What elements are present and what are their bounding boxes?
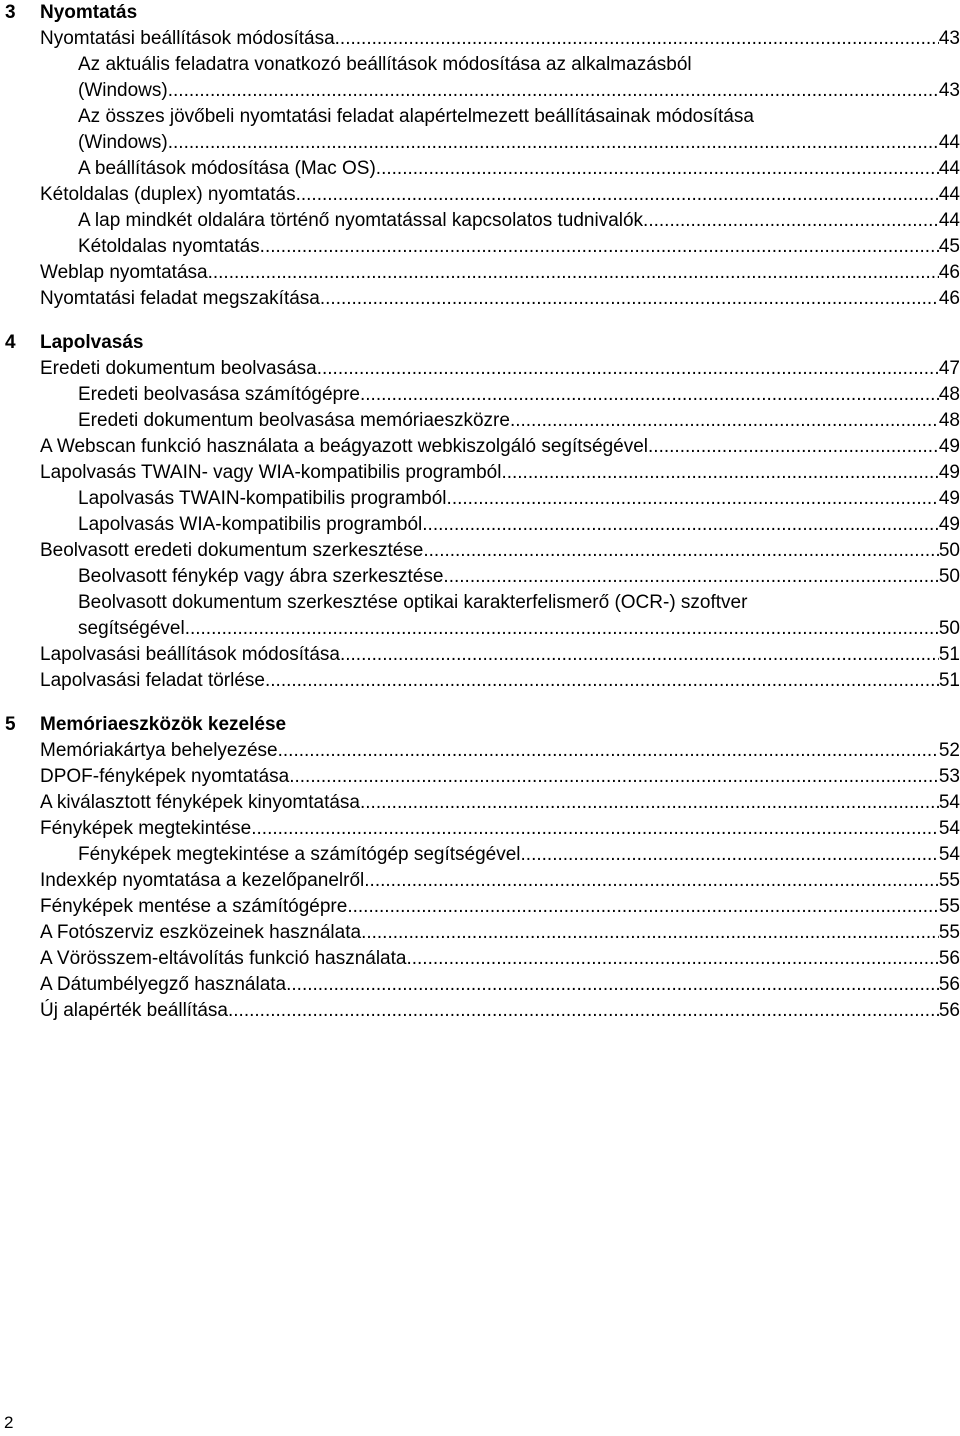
toc-entry[interactable] <box>0 538 960 564</box>
toc-entry-text: Kétoldalas (duplex) nyomtatás <box>40 184 296 205</box>
toc-entry-line <box>40 972 960 998</box>
toc-page-number: 52 <box>938 740 960 761</box>
toc-entry-line <box>40 816 960 842</box>
toc-entry[interactable] <box>0 972 960 998</box>
dot-leader <box>251 816 939 842</box>
toc-entry-line <box>78 156 960 182</box>
toc-entry-line <box>40 26 960 52</box>
toc-entry-text: A Webscan funkció használata a beágyazott webkiszolgáló segítségével <box>40 436 649 457</box>
dot-leader <box>423 538 939 564</box>
chapter-title: Memóriaeszközök kezelése <box>40 714 287 735</box>
toc-entry[interactable] <box>0 816 960 842</box>
chapter-section <box>0 0 960 312</box>
toc-entry-text: Eredeti beolvasása számítógépre <box>78 384 360 405</box>
toc-entry[interactable] <box>0 512 960 538</box>
toc-entry-line <box>40 356 960 382</box>
toc-page-number: 48 <box>938 410 960 431</box>
toc-entry-line <box>40 764 960 790</box>
toc-entry[interactable] <box>0 642 960 668</box>
toc-entry[interactable] <box>0 104 960 156</box>
toc-page-number: 44 <box>938 132 960 153</box>
dot-leader <box>501 460 938 486</box>
toc-entry[interactable] <box>0 460 960 486</box>
chapter-heading <box>0 0 960 26</box>
toc-entry-text: Lapolvasás WIA-kompatibilis programból <box>78 514 423 535</box>
toc-page-number: 55 <box>938 922 960 943</box>
toc-entry-text: Lapolvasás TWAIN-kompatibilis programból <box>78 488 447 509</box>
toc-entry-line <box>40 538 960 564</box>
toc-entry-line <box>40 260 960 286</box>
toc-entry-text: Nyomtatási feladat megszakítása <box>40 288 320 309</box>
toc-entry-text: Eredeti dokumentum beolvasása <box>40 358 317 379</box>
chapter-number: 4 <box>5 332 16 353</box>
toc-entry-line <box>78 382 960 408</box>
chapter-section <box>0 712 960 1024</box>
chapter-spacer <box>0 312 960 330</box>
toc-entry[interactable] <box>0 920 960 946</box>
toc-entry-text: Lapolvasási feladat törlése <box>40 670 265 691</box>
toc-page-number: 44 <box>938 184 960 205</box>
toc-entry-text: (Windows) <box>78 132 168 153</box>
toc-entry-text: Indexkép nyomtatása a kezelőpanelről <box>40 870 365 891</box>
toc-page-number: 43 <box>938 28 960 49</box>
toc-entry-text-first-line: Beolvasott dokumentum szerkesztése optikai karakterfelismerő (OCR-) szoftver <box>78 592 748 613</box>
toc-entry-line <box>40 790 960 816</box>
dot-leader <box>289 764 939 790</box>
toc-entry-text: Fényképek megtekintése a számítógép segítségével <box>78 844 521 865</box>
toc-entry-line <box>40 738 960 764</box>
toc-entry[interactable] <box>0 998 960 1024</box>
dot-leader <box>296 182 939 208</box>
toc-page-number: 54 <box>938 844 960 865</box>
toc-entry[interactable] <box>0 842 960 868</box>
toc-entry-text: A Fotószerviz eszközeinek használata <box>40 922 362 943</box>
toc-entry-text: A beállítások módosítása (Mac OS) <box>78 158 376 179</box>
chapter-title: Lapolvasás <box>40 332 144 353</box>
toc-entry[interactable] <box>0 234 960 260</box>
dot-leader <box>361 920 939 946</box>
toc-entry-line <box>78 234 960 260</box>
toc-entry-text: Kétoldalas nyomtatás <box>78 236 260 257</box>
dot-leader <box>360 382 939 408</box>
dot-leader <box>422 512 939 538</box>
toc-entry-line <box>78 408 960 434</box>
toc-entry-text: segítségével <box>78 618 185 639</box>
toc-page-number: 51 <box>938 670 960 691</box>
toc-entry-text: Új alapérték beállítása <box>40 1000 228 1021</box>
toc-entry-text: Weblap nyomtatása <box>40 262 208 283</box>
toc-entry-text: A Vörösszem-eltávolítás funkció használata <box>40 948 407 969</box>
toc-entry-text: Lapolvasási beállítások módosítása <box>40 644 340 665</box>
toc-entry-line <box>40 434 960 460</box>
dot-leader <box>340 642 939 668</box>
toc-page-number: 45 <box>938 236 960 257</box>
toc-entry-line <box>78 130 960 156</box>
toc-page-number: 55 <box>938 870 960 891</box>
toc-entry-line <box>40 868 960 894</box>
dot-leader <box>168 130 939 156</box>
toc-entry-line <box>40 998 960 1024</box>
toc-page-number: 50 <box>938 540 960 561</box>
dot-leader <box>376 156 939 182</box>
dot-leader <box>286 972 939 998</box>
toc-entry-line <box>78 78 960 104</box>
dot-leader <box>406 946 938 972</box>
toc-entry[interactable] <box>0 894 960 920</box>
dot-leader <box>265 668 939 694</box>
toc-entry[interactable] <box>0 356 960 382</box>
toc-page-number: 44 <box>938 210 960 231</box>
dot-leader <box>447 486 939 512</box>
toc-entry[interactable] <box>0 382 960 408</box>
toc-page-number: 49 <box>938 488 960 509</box>
toc-entry[interactable] <box>0 790 960 816</box>
page-number: 2 <box>4 1413 14 1432</box>
toc-entry-text-first-line: Az összes jövőbeli nyomtatási feladat alapértelmezett beállításainak módosítása <box>78 106 754 127</box>
toc-page-number: 55 <box>938 896 960 917</box>
chapter-heading <box>0 330 960 356</box>
toc-page-number: 46 <box>938 288 960 309</box>
toc-entry-text-first-line: Az aktuális feladatra vonatkozó beállítások módosítása az alkalmazásból <box>78 54 692 75</box>
toc-entry-line <box>40 286 960 312</box>
dot-leader <box>278 738 939 764</box>
toc-entry-text: Fényképek megtekintése <box>40 818 252 839</box>
toc-page-number: 50 <box>938 566 960 587</box>
chapter-heading <box>0 712 960 738</box>
toc-entry-text: (Windows) <box>78 80 168 101</box>
toc-page-number: 44 <box>938 158 960 179</box>
toc-entry-line <box>78 208 960 234</box>
toc-entry-text: A Dátumbélyegző használata <box>40 974 287 995</box>
dot-leader <box>185 616 939 642</box>
toc-entry-line <box>78 564 960 590</box>
dot-leader <box>521 842 939 868</box>
dot-leader <box>228 998 939 1024</box>
toc-entry-text: A kiválasztott fényképek kinyomtatása <box>40 792 360 813</box>
toc-page-number: 49 <box>938 514 960 535</box>
toc-entry[interactable] <box>0 868 960 894</box>
toc-page-number: 48 <box>938 384 960 405</box>
toc-entry[interactable] <box>0 668 960 694</box>
dot-leader <box>208 260 939 286</box>
dot-leader <box>510 408 939 434</box>
chapter-number: 3 <box>5 2 16 23</box>
chapter-number: 5 <box>5 714 16 735</box>
toc-entry-text: Beolvasott eredeti dokumentum szerkesztése <box>40 540 424 561</box>
dot-leader <box>360 790 939 816</box>
dot-leader <box>443 564 938 590</box>
toc-entry-text: Beolvasott fénykép vagy ábra szerkesztése <box>78 566 444 587</box>
dot-leader <box>317 356 939 382</box>
toc-entry[interactable] <box>0 408 960 434</box>
toc-entry-line <box>40 642 960 668</box>
toc-entry-line <box>40 894 960 920</box>
toc-entry-line <box>40 460 960 486</box>
dot-leader <box>335 26 939 52</box>
dot-leader <box>168 78 939 104</box>
toc-page-number: 56 <box>938 948 960 969</box>
dot-leader <box>260 234 939 260</box>
toc-entry-line <box>40 182 960 208</box>
toc-entry-text: Nyomtatási beállítások módosítása <box>40 28 335 49</box>
chapter-spacer <box>0 694 960 712</box>
dot-leader <box>643 208 939 234</box>
toc-entry[interactable] <box>0 590 960 642</box>
toc-entry[interactable] <box>0 564 960 590</box>
toc-entry[interactable] <box>0 286 960 312</box>
toc-entry-line <box>40 920 960 946</box>
toc-entry[interactable] <box>0 738 960 764</box>
toc-page-number: 54 <box>938 818 960 839</box>
toc-page-number: 53 <box>938 766 960 787</box>
toc-entry-line <box>78 512 960 538</box>
toc-entry[interactable] <box>0 434 960 460</box>
toc-entry[interactable] <box>0 208 960 234</box>
toc-page-number: 43 <box>938 80 960 101</box>
toc-page-number: 49 <box>938 462 960 483</box>
toc-entry[interactable] <box>0 486 960 512</box>
dot-leader <box>648 434 939 460</box>
toc-entry-line <box>78 616 960 642</box>
toc-entry-text: Lapolvasás TWAIN- vagy WIA-kompatibilis programból <box>40 462 502 483</box>
toc-entry-text: Memóriakártya behelyezése <box>40 740 278 761</box>
toc-page-number: 50 <box>938 618 960 639</box>
chapter-title: Nyomtatás <box>40 2 138 23</box>
toc-page-number: 56 <box>938 1000 960 1021</box>
toc-entry[interactable] <box>0 764 960 790</box>
toc-page-number: 54 <box>938 792 960 813</box>
toc-entry-text: DPOF-fényképek nyomtatása <box>40 766 290 787</box>
toc-page-number: 47 <box>938 358 960 379</box>
chapter-section <box>0 330 960 694</box>
toc-entry[interactable] <box>0 182 960 208</box>
toc-page-number: 49 <box>938 436 960 457</box>
toc-entry[interactable] <box>0 946 960 972</box>
toc-entry-line <box>78 486 960 512</box>
toc-entry[interactable] <box>0 260 960 286</box>
toc-page-number: 51 <box>938 644 960 665</box>
toc-entry-text: Eredeti dokumentum beolvasása memóriaeszközre <box>78 410 510 431</box>
toc-entry-line <box>40 946 960 972</box>
toc-page-number: 56 <box>938 974 960 995</box>
dot-leader <box>364 868 939 894</box>
toc-entry-line <box>40 668 960 694</box>
dot-leader <box>347 894 939 920</box>
toc-entry[interactable] <box>0 156 960 182</box>
dot-leader <box>320 286 939 312</box>
toc-entry-text: A lap mindkét oldalára történő nyomtatással kapcsolatos tudnivalók <box>78 210 644 231</box>
toc-entry[interactable] <box>0 52 960 104</box>
toc-entry-line <box>78 842 960 868</box>
toc-entry-text: Fényképek mentése a számítógépre <box>40 896 348 917</box>
toc-page-number: 46 <box>938 262 960 283</box>
toc-entry[interactable] <box>0 26 960 52</box>
